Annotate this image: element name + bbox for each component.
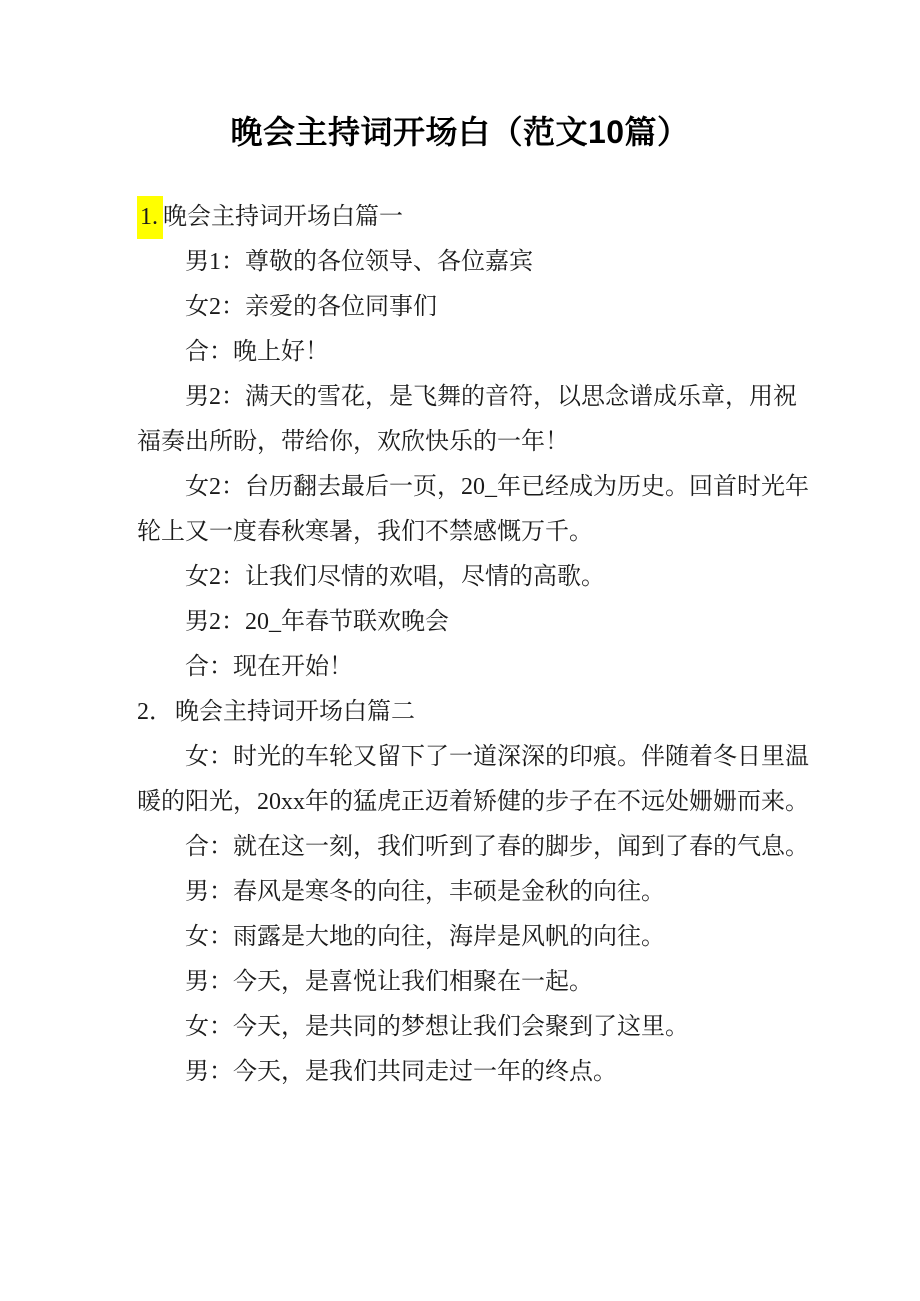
dialogue-paragraph: 合：就在这一刻，我们听到了春的脚步，闻到了春的气息。 (185, 834, 809, 860)
section-2 (137, 690, 813, 1095)
section-number-highlighted: 1. (137, 196, 163, 239)
dialogue-paragraph: 合：现在开始！ (185, 654, 353, 680)
section-number: 2． (137, 699, 173, 725)
dialogue-paragraph: 女2：让我们尽情的欢唱，尽情的高歌。 (185, 564, 605, 590)
dialogue-paragraph: 女：时光的车轮又留下了一道深深的印痕。伴随着冬日里温暖的阳光，20xx年的猛虎正迈着矫健的步子在不远处姗姗而来。 (137, 744, 809, 815)
dialogue-paragraph: 男：春风是寒冬的向往，丰硕是金秋的向往。 (185, 879, 665, 905)
dialogue-paragraph: 女2：台历翻去最后一页，20_年已经成为历史。回首时光年轮上又一度春秋寒暑，我们不禁感慨万千。 (137, 474, 809, 545)
dialogue-paragraph: 女：今天，是共同的梦想让我们会聚到了这里。 (185, 1014, 689, 1040)
dialogue-paragraph: 合：晚上好！ (185, 339, 329, 365)
section-heading-text: 晚会主持词开场白篇二 (175, 699, 415, 725)
dialogue-paragraph: 男：今天，是喜悦让我们相聚在一起。 (185, 969, 593, 995)
section-1 (137, 195, 813, 690)
dialogue-paragraph: 男：今天，是我们共同走过一年的终点。 (185, 1059, 617, 1085)
section-heading (137, 195, 813, 240)
section-heading (137, 690, 813, 735)
dialogue-paragraph: 男1：尊敬的各位领导、各位嘉宾 (185, 249, 533, 275)
document-body (137, 195, 813, 1095)
document-title: 晚会主持词开场白（范文10篇） (230, 114, 690, 150)
dialogue-paragraph: 男2：满天的雪花，是飞舞的音符，以思念谱成乐章，用祝福奏出所盼，带给你，欢欣快乐的一年！ (137, 384, 797, 455)
dialogue-paragraph: 女2：亲爱的各位同事们 (185, 294, 437, 320)
dialogue-paragraph: 女：雨露是大地的向往，海岸是风帆的向往。 (185, 924, 665, 950)
section-heading-text: 晚会主持词开场白篇一 (163, 204, 403, 230)
dialogue-paragraph: 男2：20_年春节联欢晚会 (185, 609, 449, 635)
